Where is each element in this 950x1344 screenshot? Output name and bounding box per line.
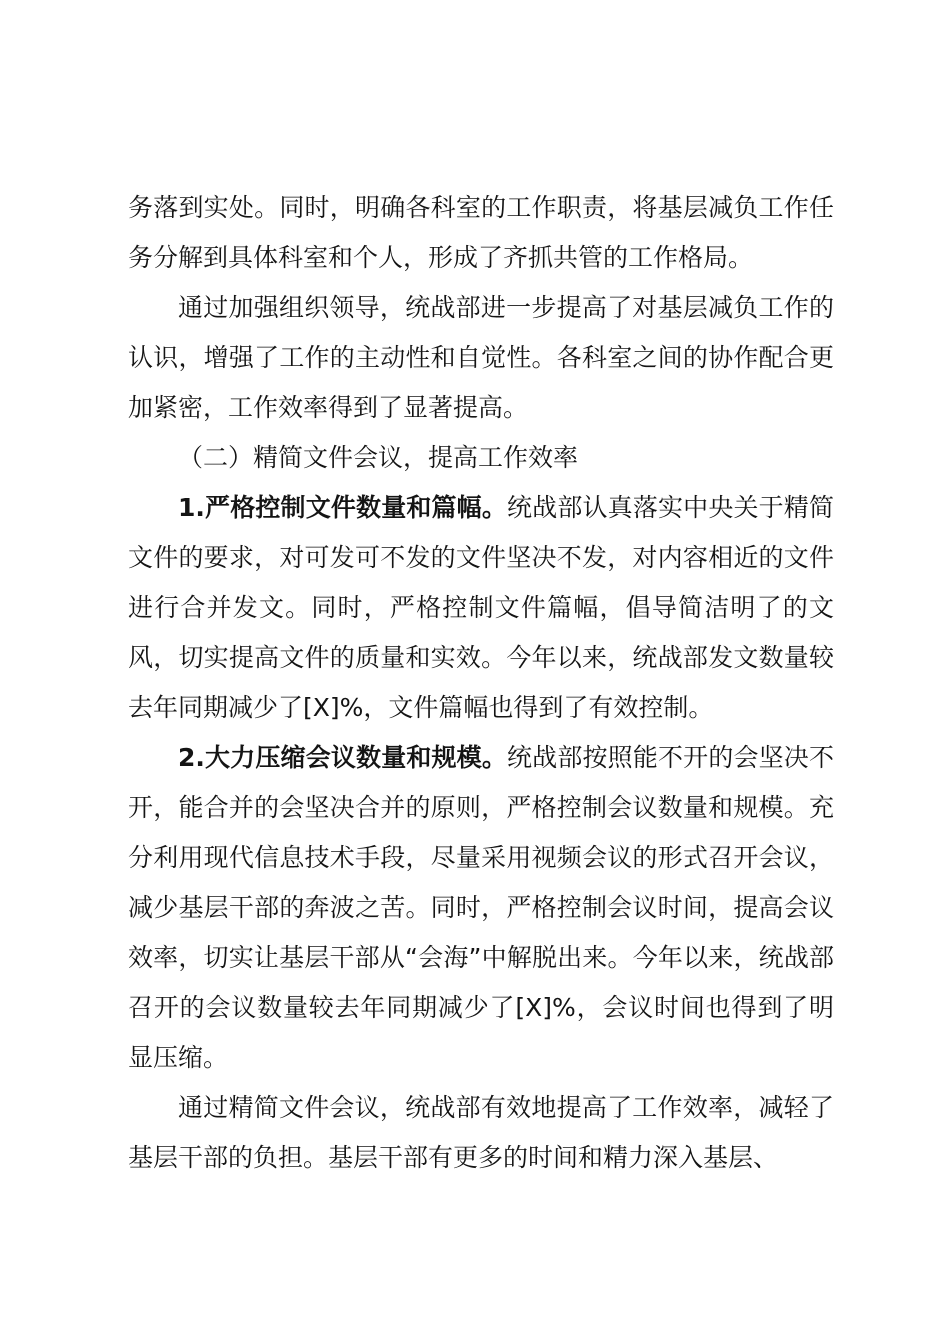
- paragraph-efficiency-summary: [128, 1083, 834, 1183]
- paragraph-organization-summary: [128, 283, 834, 433]
- section-heading-text: （二）精简文件会议，提高工作效率: [178, 443, 579, 472]
- paragraph-text: 统战部认真落实中央关于精简文件的要求，对可发可不发的文件坚决不发，对内容相近的文件进行合并发文。同时，严格控制文件篇幅，倡导简洁明了的文风，切实提高文件的质量和实效。今年以来，统战部发文数量较去年同期减少了[X]%，文件篇幅也得到了有效控制。: [128, 493, 834, 722]
- paragraph-meeting-control: [128, 733, 834, 1083]
- paragraph-text: 务落到实处。同时，明确各科室的工作职责，将基层减负工作任务分解到具体科室和个人，形成了齐抓共管的工作格局。: [128, 193, 834, 272]
- paragraph-continued: [128, 183, 834, 283]
- section-heading: [128, 433, 834, 483]
- document-body: [128, 183, 834, 1183]
- paragraph-file-control: [128, 483, 834, 733]
- paragraph-lead: 2.大力压缩会议数量和规模。: [178, 743, 508, 772]
- paragraph-text: 通过精简文件会议，统战部有效地提高了工作效率，减轻了基层干部的负担。基层干部有更多的时间和精力深入基层、: [128, 1093, 834, 1172]
- paragraph-text: 统战部按照能不开的会坚决不开，能合并的会坚决合并的原则，严格控制会议数量和规模。充分利用现代信息技术手段，尽量采用视频会议的形式召开会议，减少基层干部的奔波之苦。同时，严格控制会议时间，提高会议效率，切实让基层干部从“会海”中解脱出来。今年以来，统战部召开的会议数量较去年同期减少了[X]%，会议时间也得到了明显压缩。: [128, 743, 834, 1072]
- paragraph-text: 通过加强组织领导，统战部进一步提高了对基层减负工作的认识，增强了工作的主动性和自觉性。各科室之间的协作配合更加紧密，工作效率得到了显著提高。: [128, 293, 834, 422]
- paragraph-lead: 1.严格控制文件数量和篇幅。: [178, 493, 508, 522]
